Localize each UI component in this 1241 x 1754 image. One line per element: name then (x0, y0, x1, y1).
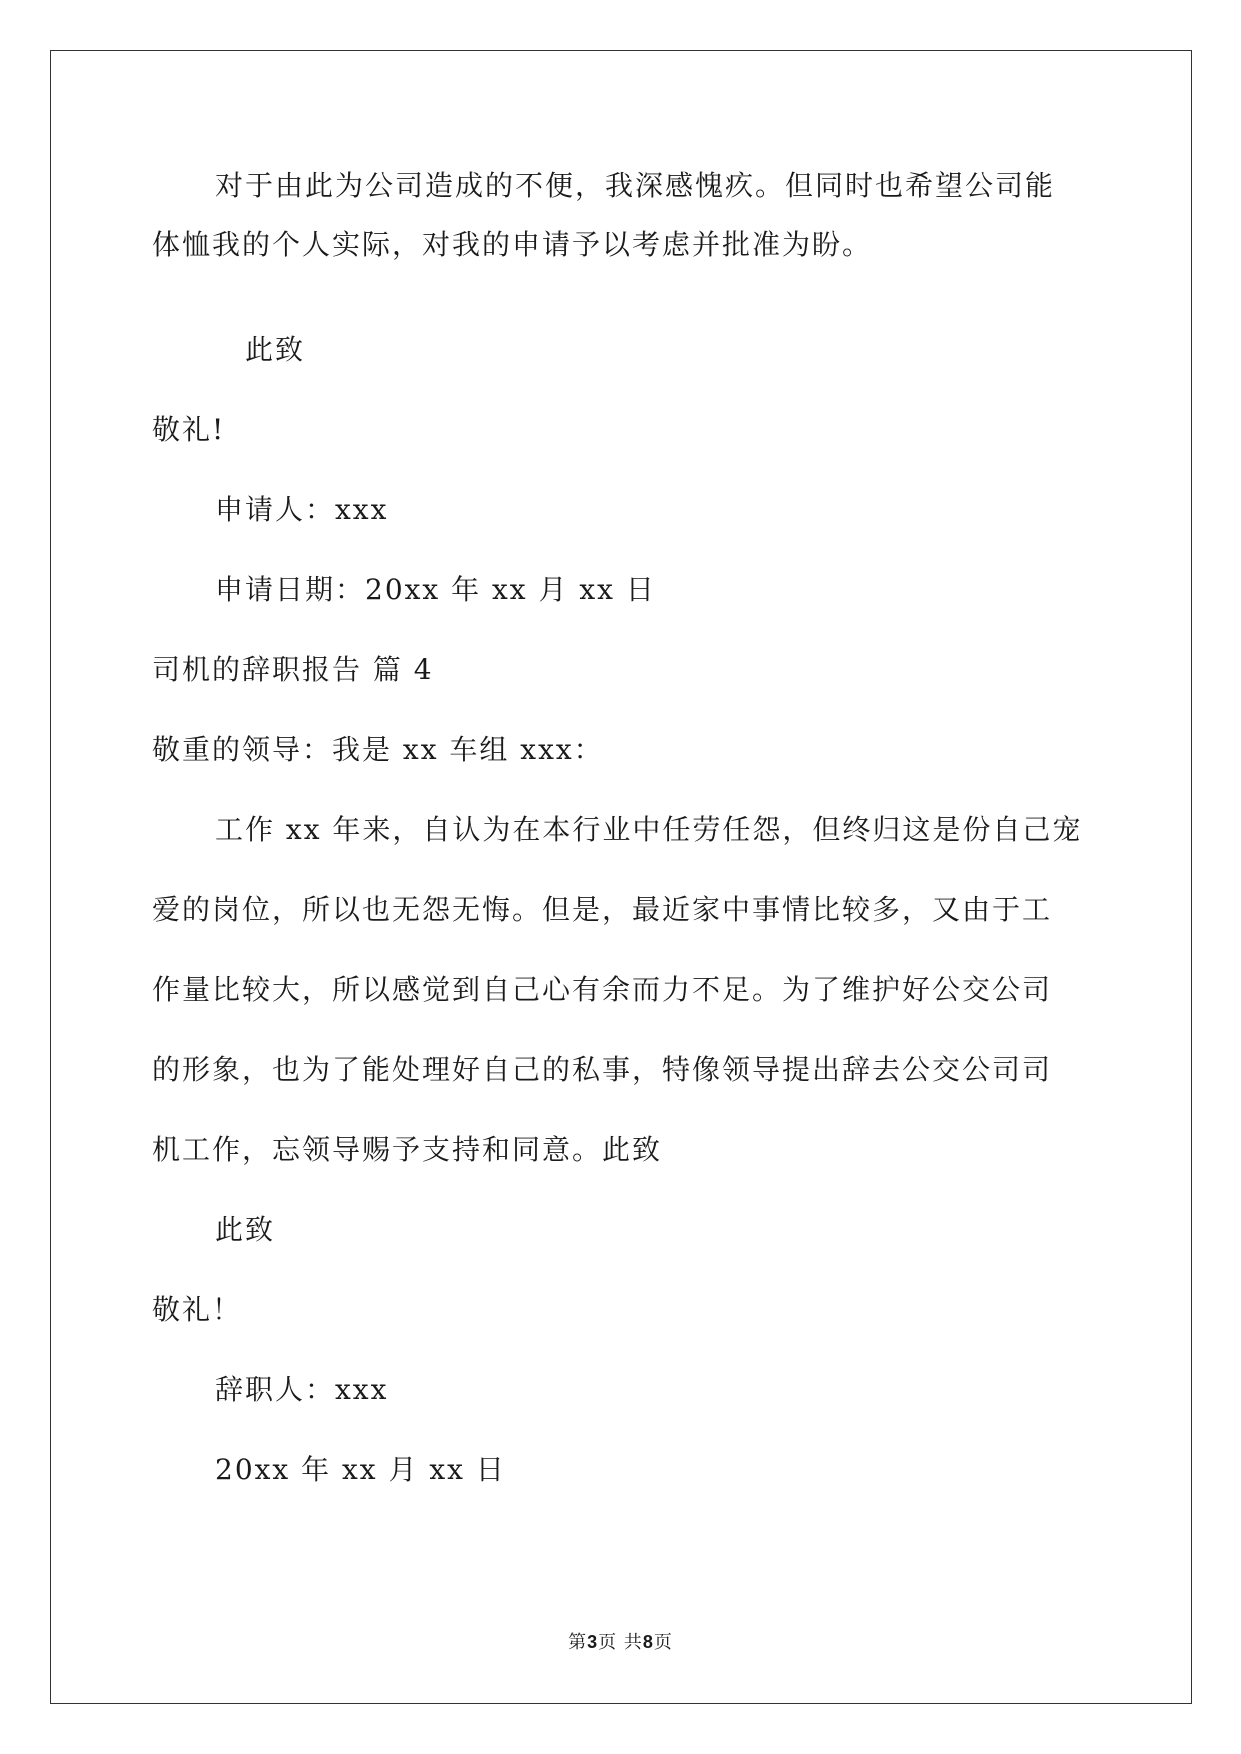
closing-salutation-1: 此致 (245, 333, 306, 366)
body-line-5: 作量比较大，所以感觉到自己心有余而力不足。为了维护好公交公司 (152, 973, 1053, 1006)
page-footer (0, 1630, 1241, 1655)
applicant-line: 申请人：xxx (215, 493, 389, 526)
footer-page-number: 3 (587, 1632, 599, 1652)
footer-mid: 页 共 (598, 1632, 643, 1653)
section-heading: 司机的辞职报告 篇 4 (152, 653, 434, 686)
application-date-line: 申请日期：20xx 年 xx 月 xx 日 (215, 573, 656, 606)
footer-prefix: 第 (568, 1632, 588, 1653)
resigner-line: 辞职人：xxx (215, 1373, 389, 1406)
footer-suffix: 页 (653, 1632, 673, 1653)
body-line-2: 体恤我的个人实际，对我的申请予以考虑并批准为盼。 (152, 228, 873, 261)
body-line-4: 爱的岗位，所以也无怨无悔。但是，最近家中事情比较多，又由于工 (152, 893, 1053, 926)
footer-total-pages: 8 (642, 1632, 654, 1652)
greeting-line: 敬重的领导：我是 xx 车组 xxx： (152, 733, 604, 766)
regards-line-1: 敬礼! (152, 413, 226, 446)
resignation-date-line: 20xx 年 xx 月 xx 日 (215, 1453, 506, 1486)
body-line-1: 对于由此为公司造成的不便，我深感愧疚。但同时也希望公司能 (215, 169, 1056, 202)
body-line-6: 的形象，也为了能处理好自己的私事，特像领导提出辞去公交公司司 (152, 1053, 1053, 1086)
body-line-7: 机工作，忘领导赐予支持和同意。此致 (152, 1133, 663, 1166)
closing-salutation-2: 此致 (215, 1213, 276, 1246)
regards-line-2: 敬礼！ (152, 1293, 243, 1326)
body-line-3: 工作 xx 年来，自认为在本行业中任劳任怨，但终归这是份自己宠 (215, 813, 1083, 846)
